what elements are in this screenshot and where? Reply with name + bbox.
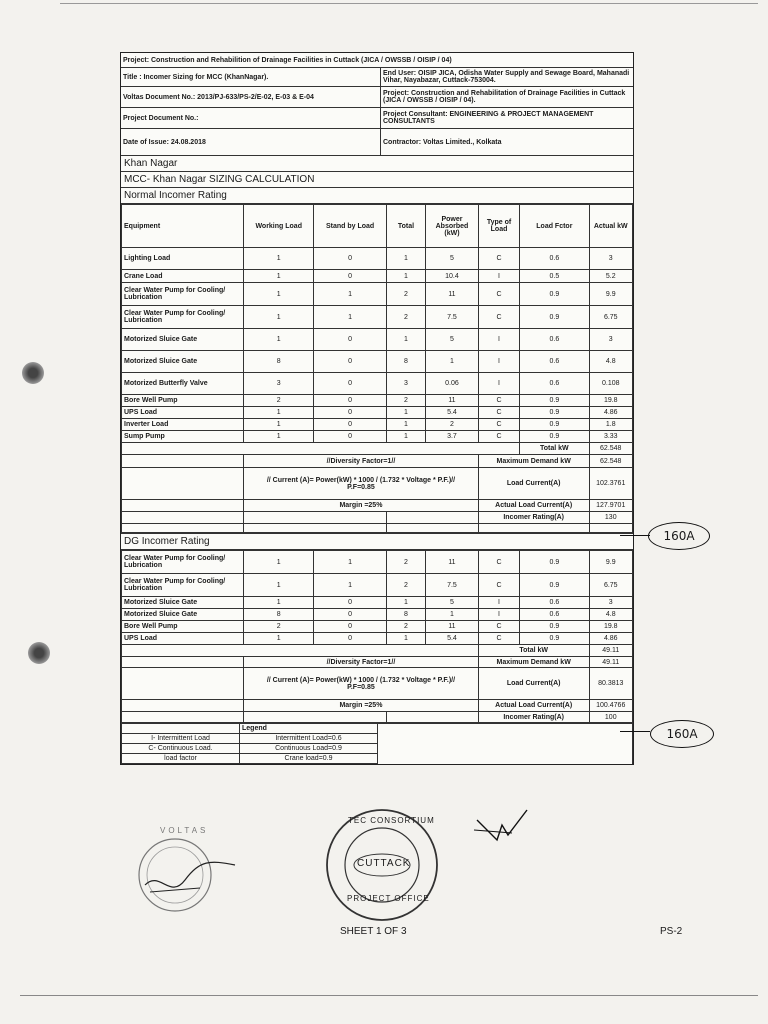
- project-right: Project: Construction and Rehabilitation of Drainage Facilities in Cuttack (JICA / OWSSB / OISIP / 04).: [383, 90, 626, 104]
- dg-cell-standby-load: 1: [314, 574, 386, 597]
- table-row: [122, 351, 633, 373]
- normal-cell-type-of-load: C: [478, 395, 519, 407]
- table-row: [122, 574, 633, 597]
- dg-cell-working-load: 1: [244, 551, 314, 574]
- handwritten-160a-dg: 160A: [650, 720, 714, 748]
- dg-load-current: 80.3813: [589, 668, 633, 700]
- legend-key-1: C- Continuous Load.: [122, 744, 240, 754]
- normal-spacer-row: [122, 524, 633, 533]
- normal-cell-working-load: 1: [244, 329, 314, 351]
- dg-cell-working-load: 1: [244, 633, 314, 645]
- normal-cell-actual-kw: 3: [589, 329, 633, 351]
- dg-cell-type-of-load: I: [478, 597, 519, 609]
- normal-cell-load-factor: 0.9: [520, 395, 589, 407]
- dg-cell-total: 2: [386, 551, 425, 574]
- dg-cell-equipment: Bore Well Pump: [122, 621, 244, 633]
- normal-cell-standby-load: 0: [314, 270, 386, 283]
- col-working-load: Working Load: [244, 205, 314, 248]
- dg-formula-cell: [244, 668, 479, 700]
- normal-cell-load-factor: 0.9: [520, 283, 589, 306]
- col-equipment: Equipment: [122, 205, 244, 248]
- seal-left-text: VOLTAS: [160, 826, 209, 835]
- normal-cell-total: 1: [386, 431, 425, 443]
- normal-cell-total: 1: [386, 329, 425, 351]
- dg-cell-working-load: 1: [244, 597, 314, 609]
- table-row: [122, 329, 633, 351]
- doc-title: Title : Incomer Sizing for MCC (KhanNagar).: [121, 68, 381, 86]
- dg-cell-load-factor: 0.9: [520, 621, 589, 633]
- normal-cell-power-absorbed: 2: [426, 419, 479, 431]
- normal-cell-actual-kw: 4.86: [589, 407, 633, 419]
- normal-cell-type-of-load: I: [478, 373, 519, 395]
- normal-table: [121, 204, 633, 533]
- normal-max-demand: 62.548: [589, 455, 633, 468]
- page-code: PS-2: [660, 926, 683, 937]
- dg-actual: 100.4766: [589, 700, 633, 712]
- dg-total-value: 49.11: [589, 645, 633, 657]
- dg-cell-actual-kw: 6.75: [589, 574, 633, 597]
- normal-cell-equipment: UPS Load: [122, 407, 244, 419]
- normal-cell-equipment: Motorized Butterfly Valve: [122, 373, 244, 395]
- normal-incomer: 130: [589, 512, 633, 524]
- normal-cell-type-of-load: C: [478, 419, 519, 431]
- dg-cell-working-load: 2: [244, 621, 314, 633]
- normal-cell-working-load: 1: [244, 431, 314, 443]
- normal-cell-actual-kw: 19.8: [589, 395, 633, 407]
- normal-cell-total: 1: [386, 248, 425, 270]
- table-row: [122, 306, 633, 329]
- dg-table: [121, 550, 633, 723]
- legend-value-2: Crane load=0.9: [240, 754, 378, 764]
- normal-diversity-row: [122, 455, 633, 468]
- normal-cell-actual-kw: 4.8: [589, 351, 633, 373]
- voltas-doc-no: Voltas Document No.: 2013/PJ-633/PS-2/E-02, E-03 & E-04: [121, 87, 381, 107]
- normal-cell-total: 8: [386, 351, 425, 373]
- dg-load-current-label: Load Current(A): [478, 668, 589, 700]
- legend-key-0: I- Intermittent Load: [122, 734, 240, 744]
- dg-cell-power-absorbed: 11: [426, 551, 479, 574]
- normal-cell-power-absorbed: 11: [426, 283, 479, 306]
- col-total: Total: [386, 205, 425, 248]
- scan-edge-bottom: [20, 995, 758, 996]
- normal-total-row: [122, 443, 633, 455]
- dg-cell-standby-load: 0: [314, 621, 386, 633]
- dg-cell-actual-kw: 9.9: [589, 551, 633, 574]
- normal-cell-total: 2: [386, 306, 425, 329]
- legend-key-2: load factor: [122, 754, 240, 764]
- table-row: [122, 551, 633, 574]
- normal-cell-actual-kw: 0.108: [589, 373, 633, 395]
- dg-cell-power-absorbed: 1: [426, 609, 479, 621]
- dg-cell-actual-kw: 3: [589, 597, 633, 609]
- dg-cell-equipment: Clear Water Pump for Cooling/ Lubrication: [122, 574, 244, 597]
- normal-cell-working-load: 1: [244, 407, 314, 419]
- dg-total-row: [122, 645, 633, 657]
- normal-cell-standby-load: 0: [314, 248, 386, 270]
- dg-formula-row: [122, 668, 633, 700]
- normal-cell-standby-load: 1: [314, 306, 386, 329]
- normal-total-label: Total kW: [520, 443, 589, 455]
- annotation-arrow-dg: [620, 731, 650, 732]
- normal-cell-working-load: 1: [244, 306, 314, 329]
- normal-cell-equipment: Motorized Sluice Gate: [122, 351, 244, 373]
- normal-cell-equipment: Clear Water Pump for Cooling/ Lubrication: [122, 283, 244, 306]
- normal-load-current-label: Load Current(A): [478, 468, 589, 500]
- normal-cell-equipment: Motorized Sluice Gate: [122, 329, 244, 351]
- col-type-of-load: Type of Load: [478, 205, 519, 248]
- normal-incomer-label: Incomer Rating(A): [478, 512, 589, 524]
- normal-load-current: 102.3761: [589, 468, 633, 500]
- dg-cell-working-load: 1: [244, 574, 314, 597]
- normal-cell-total: 1: [386, 270, 425, 283]
- stamp-top-text: TEC CONSORTIUM: [348, 816, 435, 825]
- normal-cell-standby-load: 0: [314, 419, 386, 431]
- legend-title: Legend: [240, 724, 378, 734]
- handwritten-160a-normal: 160A: [648, 522, 710, 550]
- annotation-arrow-normal: [620, 535, 650, 536]
- normal-cell-power-absorbed: 3.7: [426, 431, 479, 443]
- normal-cell-type-of-load: C: [478, 407, 519, 419]
- normal-total-value: 62.548: [589, 443, 633, 455]
- calc-title: MCC- Khan Nagar SIZING CALCULATION: [121, 172, 633, 188]
- legend-value-0: Intermittent Load=0.6: [240, 734, 378, 744]
- normal-cell-working-load: 2: [244, 395, 314, 407]
- normal-cell-equipment: Inverter Load: [122, 419, 244, 431]
- dg-cell-equipment: UPS Load: [122, 633, 244, 645]
- normal-cell-power-absorbed: 5.4: [426, 407, 479, 419]
- normal-cell-standby-load: 0: [314, 407, 386, 419]
- legend-table: [121, 723, 633, 764]
- dg-actual-label: Actual Load Current(A): [478, 700, 589, 712]
- normal-formula-cell: [244, 468, 479, 500]
- normal-cell-type-of-load: C: [478, 248, 519, 270]
- normal-cell-power-absorbed: 7.5: [426, 306, 479, 329]
- dg-diversity-row: [122, 657, 633, 668]
- normal-cell-type-of-load: I: [478, 329, 519, 351]
- normal-margin-row: [122, 500, 633, 512]
- contractor: Contractor: Voltas Limited., Kolkata: [383, 138, 502, 146]
- normal-margin: Margin =25%: [244, 500, 479, 512]
- normal-cell-load-factor: 0.6: [520, 351, 589, 373]
- normal-cell-type-of-load: I: [478, 351, 519, 373]
- normal-section-title: Normal Incomer Rating: [121, 188, 633, 204]
- dg-cell-type-of-load: C: [478, 551, 519, 574]
- normal-cell-power-absorbed: 1: [426, 351, 479, 373]
- normal-cell-working-load: 1: [244, 270, 314, 283]
- normal-cell-working-load: 8: [244, 351, 314, 373]
- normal-cell-working-load: 1: [244, 419, 314, 431]
- sheet-number: SHEET 1 OF 3: [340, 926, 407, 937]
- normal-cell-total: 1: [386, 419, 425, 431]
- dg-cell-type-of-load: C: [478, 621, 519, 633]
- dg-incomer-row: [122, 712, 633, 723]
- punch-hole-top: [22, 362, 44, 384]
- normal-cell-standby-load: 0: [314, 395, 386, 407]
- normal-cell-type-of-load: C: [478, 283, 519, 306]
- normal-cell-standby-load: 1: [314, 283, 386, 306]
- voltas-seal: [130, 830, 240, 920]
- dg-cell-total: 8: [386, 609, 425, 621]
- normal-cell-total: 2: [386, 395, 425, 407]
- dg-pf: P.F=0.85: [347, 683, 375, 691]
- normal-cell-total: 2: [386, 283, 425, 306]
- normal-cell-working-load: 1: [244, 248, 314, 270]
- table-row: [122, 621, 633, 633]
- table-row: [122, 597, 633, 609]
- date-of-issue: Date of Issue: 24.08.2018: [121, 129, 381, 155]
- dg-cell-type-of-load: C: [478, 574, 519, 597]
- col-standby-load: Stand by Load: [314, 205, 386, 248]
- dg-cell-working-load: 8: [244, 609, 314, 621]
- dg-cell-load-factor: 0.6: [520, 609, 589, 621]
- normal-cell-type-of-load: C: [478, 431, 519, 443]
- signature-right: [472, 805, 532, 850]
- dg-total-label: Total kW: [478, 645, 589, 657]
- dg-cell-type-of-load: C: [478, 633, 519, 645]
- normal-cell-actual-kw: 6.75: [589, 306, 633, 329]
- normal-cell-actual-kw: 5.2: [589, 270, 633, 283]
- dg-cell-type-of-load: I: [478, 609, 519, 621]
- stamp-bottom-text: PROJECT OFFICE: [347, 894, 430, 903]
- dg-incomer-label: Incomer Rating(A): [478, 712, 589, 723]
- table-row: [122, 270, 633, 283]
- table-row: [122, 395, 633, 407]
- normal-cell-load-factor: 0.9: [520, 306, 589, 329]
- normal-cell-standby-load: 0: [314, 351, 386, 373]
- normal-diversity: //Diversity Factor=1//: [244, 455, 479, 468]
- normal-cell-total: 1: [386, 407, 425, 419]
- normal-cell-power-absorbed: 0.06: [426, 373, 479, 395]
- normal-cell-standby-load: 0: [314, 329, 386, 351]
- scan-edge-top: [60, 3, 758, 4]
- project-line: Project: Construction and Rehabilition of Drainage Facilities in Cuttack (JICA / OWSSB / OISIP / 04): [123, 56, 452, 64]
- dg-cell-equipment: Motorized Sluice Gate: [122, 609, 244, 621]
- normal-cell-actual-kw: 3.33: [589, 431, 633, 443]
- stamp-center-text: CUTTACK: [357, 858, 411, 869]
- site-name: Khan Nagar: [121, 156, 633, 172]
- dg-cell-load-factor: 0.6: [520, 597, 589, 609]
- table-row: [122, 283, 633, 306]
- dg-cell-actual-kw: 4.8: [589, 609, 633, 621]
- normal-cell-actual-kw: 3: [589, 248, 633, 270]
- normal-cell-working-load: 1: [244, 283, 314, 306]
- project-doc-no: Project Document No.:: [121, 108, 381, 128]
- dg-cell-total: 1: [386, 597, 425, 609]
- normal-cell-load-factor: 0.9: [520, 431, 589, 443]
- dg-cell-power-absorbed: 11: [426, 621, 479, 633]
- dg-formula: // Current (A)= Power(kW) * 1000 / (1.732 * Voltage * P.F.)//: [266, 676, 456, 684]
- normal-cell-equipment: Sump Pump: [122, 431, 244, 443]
- normal-cell-equipment: Bore Well Pump: [122, 395, 244, 407]
- normal-incomer-row: [122, 512, 633, 524]
- normal-cell-load-factor: 0.9: [520, 419, 589, 431]
- dg-cell-actual-kw: 4.86: [589, 633, 633, 645]
- normal-cell-actual-kw: 9.9: [589, 283, 633, 306]
- normal-cell-actual-kw: 1.8: [589, 419, 633, 431]
- table-row: [122, 431, 633, 443]
- normal-cell-power-absorbed: 10.4: [426, 270, 479, 283]
- normal-cell-equipment: Lighting Load: [122, 248, 244, 270]
- dg-max-demand: 49.11: [589, 657, 633, 668]
- dg-cell-total: 2: [386, 621, 425, 633]
- table-row: [122, 248, 633, 270]
- dg-cell-load-factor: 0.9: [520, 551, 589, 574]
- dg-cell-equipment: Motorized Sluice Gate: [122, 597, 244, 609]
- col-load-factor: Load Fctor: [520, 205, 589, 248]
- col-actual-kw: Actual kW: [589, 205, 633, 248]
- normal-cell-load-factor: 0.9: [520, 407, 589, 419]
- normal-cell-type-of-load: I: [478, 270, 519, 283]
- normal-cell-standby-load: 0: [314, 373, 386, 395]
- normal-actual-label: Actual Load Current(A): [478, 500, 589, 512]
- dg-cell-power-absorbed: 5.4: [426, 633, 479, 645]
- normal-cell-power-absorbed: 11: [426, 395, 479, 407]
- dg-cell-standby-load: 0: [314, 609, 386, 621]
- table-row: [122, 407, 633, 419]
- dg-incomer: 100: [589, 712, 633, 723]
- normal-formula: // Current (A)= Power(kW) * 1000 / (1.732 * Voltage * P.F.)//: [266, 476, 456, 484]
- normal-cell-load-factor: 0.6: [520, 329, 589, 351]
- table-row: [122, 633, 633, 645]
- table-header-row: [122, 205, 633, 248]
- dg-cell-actual-kw: 19.8: [589, 621, 633, 633]
- dg-cell-load-factor: 0.9: [520, 574, 589, 597]
- dg-cell-power-absorbed: 7.5: [426, 574, 479, 597]
- normal-cell-power-absorbed: 5: [426, 248, 479, 270]
- punch-hole-bottom: [28, 642, 50, 664]
- table-row: [122, 609, 633, 621]
- end-user: End User: OISIP JICA, Odisha Water Supply and Sewage Board, Mahanadi Vihar, Nayabazar, Cuttack-753004.: [383, 70, 630, 84]
- dg-cell-load-factor: 0.9: [520, 633, 589, 645]
- normal-cell-equipment: Crane Load: [122, 270, 244, 283]
- normal-cell-standby-load: 0: [314, 431, 386, 443]
- normal-cell-equipment: Clear Water Pump for Cooling/ Lubrication: [122, 306, 244, 329]
- normal-pf: P.F=0.85: [347, 483, 375, 491]
- calculation-sheet: [120, 52, 634, 765]
- dg-cell-total: 2: [386, 574, 425, 597]
- normal-max-demand-label: Maximum Demand kW: [478, 455, 589, 468]
- dg-margin: Margin =25%: [244, 700, 479, 712]
- dg-cell-standby-load: 0: [314, 597, 386, 609]
- normal-cell-total: 3: [386, 373, 425, 395]
- normal-cell-load-factor: 0.6: [520, 373, 589, 395]
- dg-cell-standby-load: 1: [314, 551, 386, 574]
- dg-cell-total: 1: [386, 633, 425, 645]
- table-row: [122, 373, 633, 395]
- normal-cell-working-load: 3: [244, 373, 314, 395]
- normal-cell-load-factor: 0.5: [520, 270, 589, 283]
- project-consultant: Project Consultant: ENGINEERING & PROJECT MANAGEMENT CONSULTANTS: [383, 111, 594, 125]
- normal-formula-row: [122, 468, 633, 500]
- dg-cell-power-absorbed: 5: [426, 597, 479, 609]
- legend-value-1: Continuous Load=0.9: [240, 744, 378, 754]
- dg-cell-standby-load: 0: [314, 633, 386, 645]
- table-row: [122, 419, 633, 431]
- dg-margin-row: [122, 700, 633, 712]
- dg-section-title: DG Incomer Rating: [121, 533, 633, 550]
- dg-max-demand-label: Maximum Demand kW: [478, 657, 589, 668]
- col-power-absorbed: Power Absorbed (kW): [426, 205, 479, 248]
- normal-actual: 127.9701: [589, 500, 633, 512]
- normal-cell-load-factor: 0.6: [520, 248, 589, 270]
- normal-cell-power-absorbed: 5: [426, 329, 479, 351]
- dg-diversity: //Diversity Factor=1//: [244, 657, 479, 668]
- normal-cell-type-of-load: C: [478, 306, 519, 329]
- dg-cell-equipment: Clear Water Pump for Cooling/ Lubrication: [122, 551, 244, 574]
